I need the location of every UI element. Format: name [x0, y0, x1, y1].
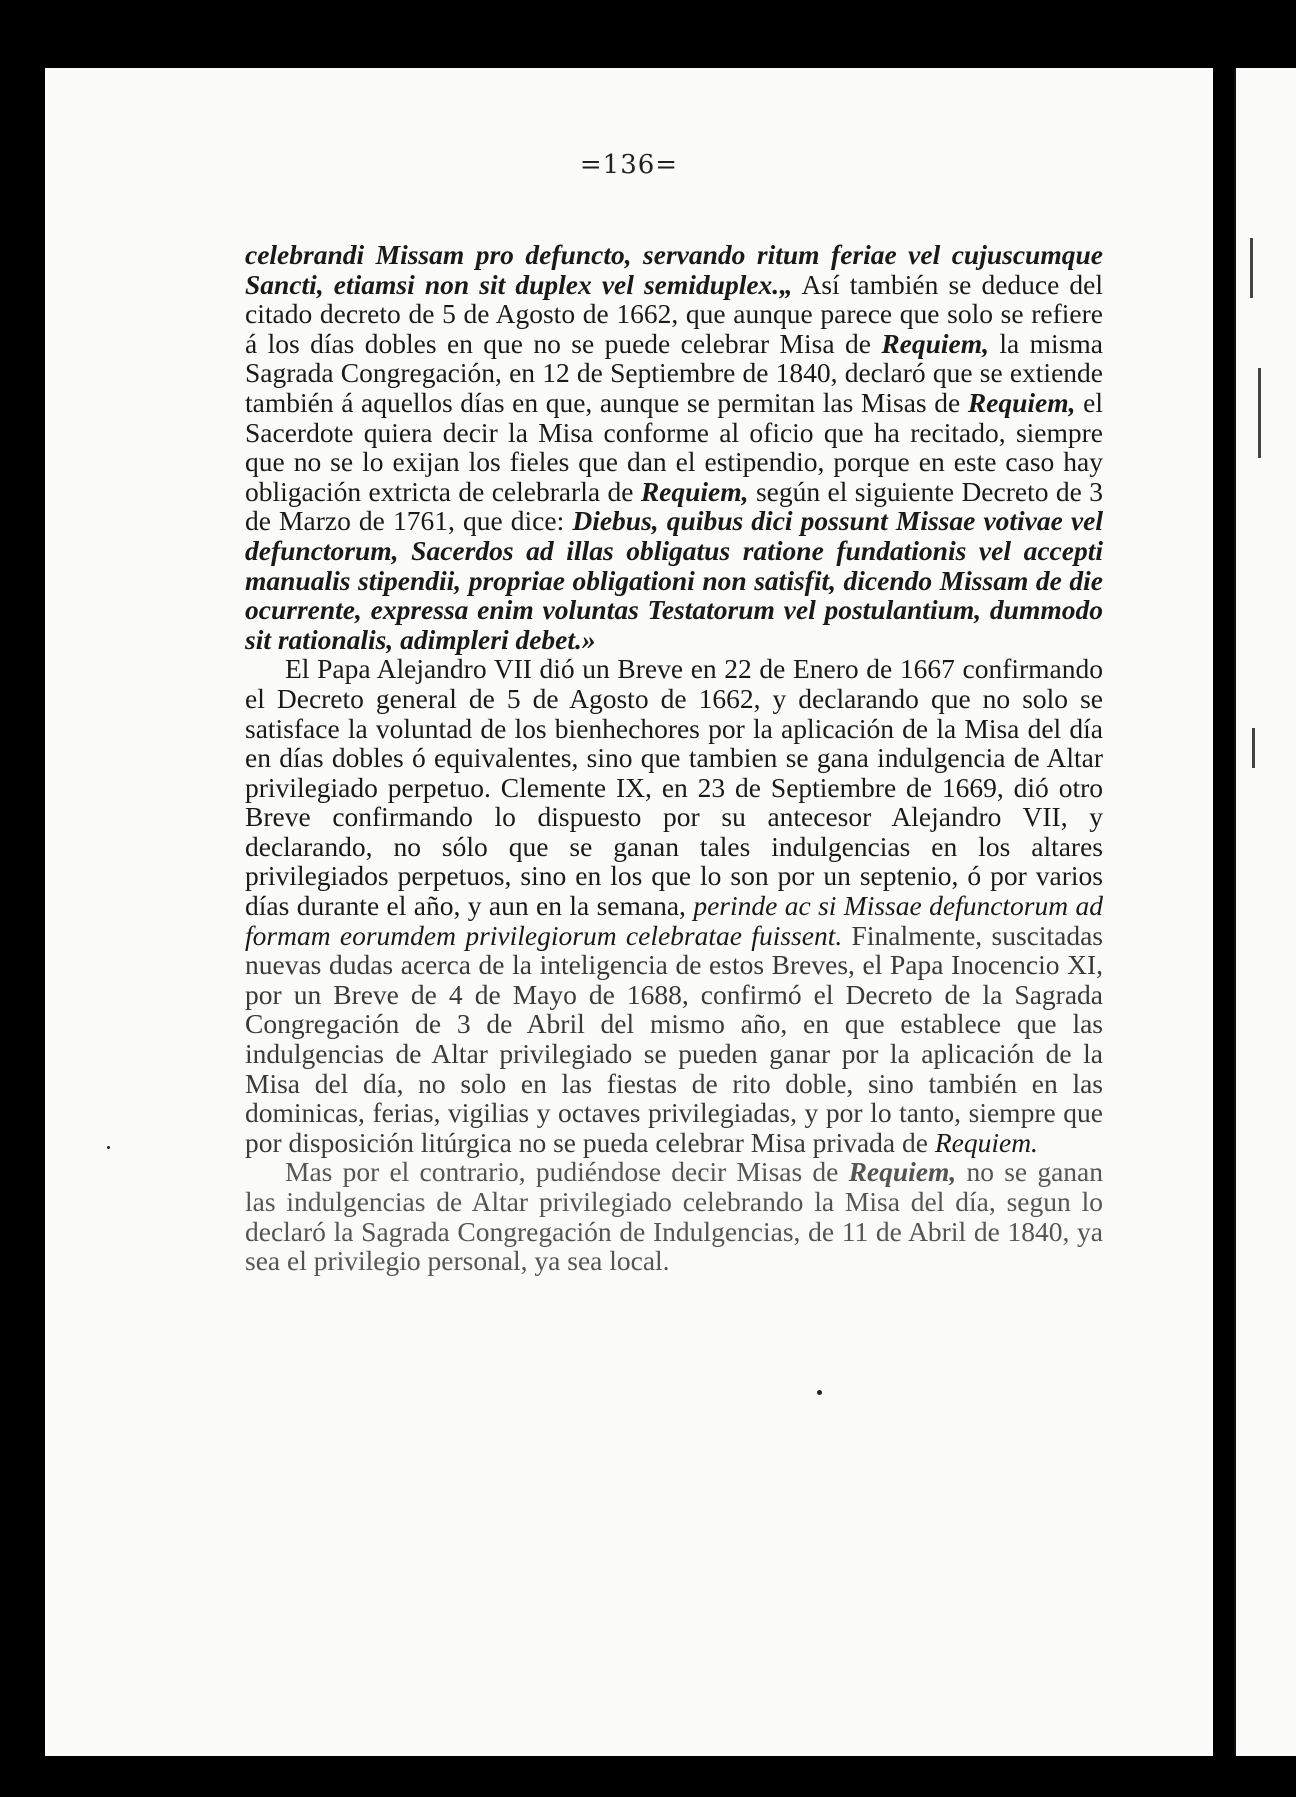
text-segment: el Sacerdote quiera decir la Misa conforme al oficio que ha recitado, siempre que no se lo exijan los fieles que dan el estipendio, porque en este caso hay obligación extricta de celebrarla de — [245, 386, 1103, 507]
book-page — [45, 68, 1213, 1756]
paragraph-2 — [245, 654, 1103, 1157]
paragraph-3 — [245, 1157, 1103, 1275]
latin-term: Requiem, — [881, 327, 990, 359]
text-segment: no se ganan las indulgencias de Altar privilegiado celebrando la Misa del día, segun lo declaró la Sagrada Congregación de Indulgencias, de 11 de Abril de 1840, ya sea el privilegio personal, ya sea local. — [245, 1156, 1103, 1277]
latin-term: Requiem, — [967, 386, 1076, 418]
latin-term: Requiem, — [640, 475, 749, 507]
latin-quote: perinde ac si Missae defunctorum ad formam eorumdem privilegiorum celebratae fuissent. — [245, 890, 1104, 951]
paragraph-1 — [245, 240, 1103, 654]
edge-mark — [1258, 368, 1261, 458]
page-number: =136= — [579, 150, 679, 180]
text-segment: Mas por el contrario, pudiéndose decir Misas de — [285, 1156, 849, 1188]
text-segment: la misma Sagrada Congregación, en 12 de Septiembre de 1840, declaró que se extiende también á aquellos días en que, aunque se permitan las Misas de — [245, 327, 1103, 418]
latin-term: Requiem, — [848, 1156, 957, 1188]
adjacent-page-edge — [1234, 68, 1296, 1756]
page-text — [245, 240, 1103, 1276]
text-segment: Así también se deduce del citado decreto de 5 de Agosto de 1662, que aunque parece que solo se refiere á los días dobles en que no se puede celebrar Misa de — [245, 268, 1104, 359]
latin-term: Requiem. — [934, 1126, 1038, 1158]
ink-speck — [107, 1146, 110, 1149]
latin-quote-end: celebrandi Missam pro defuncto, servando ritum feriae vel cujuscumque Sancti, etiamsi non sit duplex vel semiduplex.„ — [245, 239, 1103, 300]
edge-mark — [1252, 728, 1255, 768]
text-segment: Finalmente, suscitadas nuevas dudas acerca de la inteligencia de estos Breves, el Papa Inocencio XI, por un Breve de 4 de Mayo de 1688, confirmó el Decreto de la Sagrada Congregación de 3 de Abril del mismo año, en que establece que las indulgencias de Altar privilegiado se pueden ganar por la aplicación de la Misa del día, no solo en las fiestas de rito doble, sino también en las dominicas, ferias, vigilias y octaves privilegiadas, y por lo tanto, siempre que por disposición litúrgica no se pueda celebrar Misa privada de — [245, 919, 1104, 1158]
edge-mark — [1250, 238, 1253, 298]
text-segment: El Papa Alejandro VII dió un Breve en 22 de Enero de 1667 confirmando el Decreto general de 5 de Agosto de 1662, y declarando que no solo se satisface la voluntad de los bienhechores por la aplicación de la Misa del día en días dobles ó equivalentes, sino que tambien se gana indulgencia de Altar privilegiado perpetuo. Clemente IX, en 23 de Septiembre de 1669, dió otro Breve confirmando lo dispuesto por su antecesor Alejandro VII, y declarando, no sólo que se ganan tales indulgencias en los altares privilegiados perpetuos, sino en los que lo son por un septenio, ó por varios días durante el año, y aun en la semana, — [245, 653, 1103, 922]
text-segment: según el siguiente Decreto de 3 de Marzo de 1761, que dice: — [245, 475, 1103, 537]
ink-speck — [817, 1390, 822, 1395]
latin-decree-quote: Diebus, quibus dici possunt Missae votivae vel defunctorum, Sacerdos ad illas obligatus ratione fundationis vel accepti manualis stipendii, propriae obligationi non satisfit, dicendo Missam de die ocurrente, expressa enim voluntas Testatorum vel postulantium, dummodo sit rationalis, adimpleri debet.» — [245, 505, 1103, 655]
